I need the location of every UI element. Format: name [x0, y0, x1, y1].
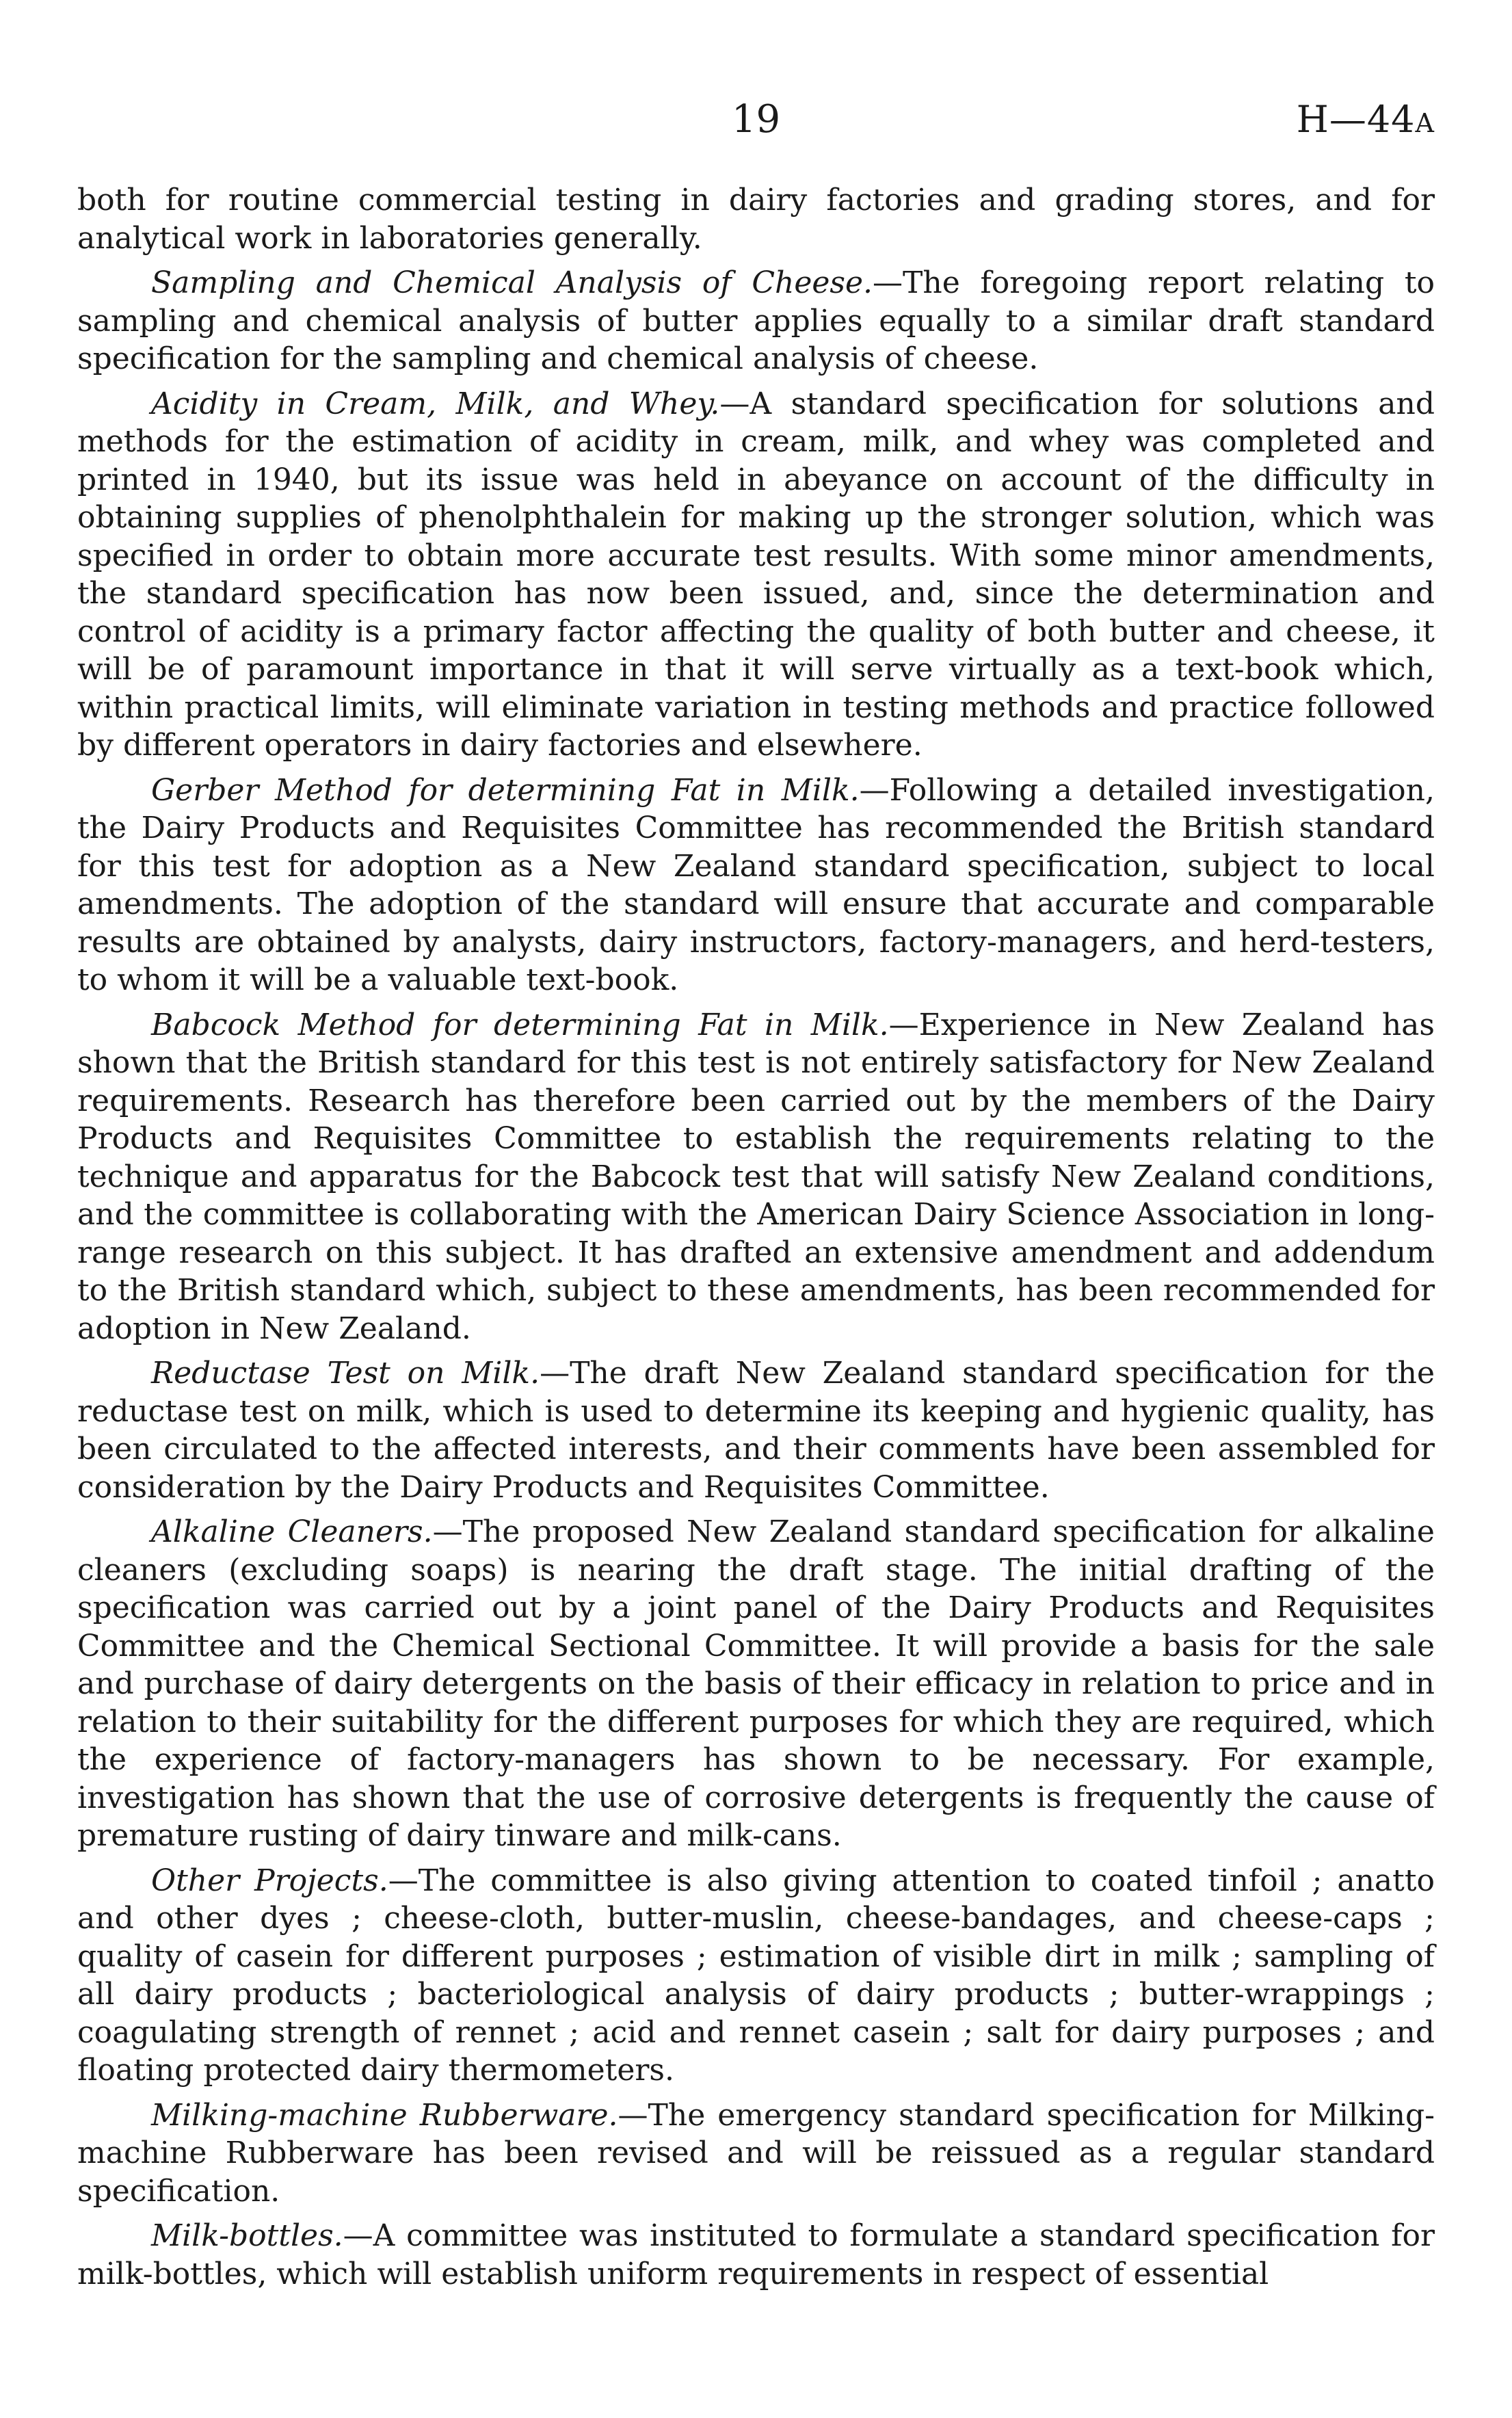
paragraph-other-projects — [77, 1862, 1435, 2090]
document-reference-main: H—44 — [1296, 98, 1416, 141]
paragraph-text: both for routine commercial testing in dairy factories and grading stores, and for analytical work in laboratories generally. — [77, 183, 1435, 256]
paragraph-lead: Reductase Test on Milk. — [151, 1356, 540, 1391]
paragraph-reductase-test — [77, 1354, 1435, 1506]
paragraph-gerber-method — [77, 772, 1435, 999]
paragraph-lead: Acidity in Cream, Milk, and Whey. — [151, 386, 720, 421]
paragraph-lead: Sampling and Chemical Analysis of Cheese. — [151, 265, 873, 300]
document-reference-suffix: A — [1415, 108, 1435, 138]
paragraph-lead: Babcock Method for determining Fat in Milk. — [151, 1007, 889, 1042]
page-header — [77, 96, 1435, 144]
paragraph-lead: Gerber Method for determining Fat in Milk. — [151, 772, 860, 808]
paragraph-milk-bottles — [77, 2217, 1435, 2293]
paragraph-lead: Alkaline Cleaners. — [151, 1514, 433, 1549]
paragraph-lead: Milking-machine Rubberware. — [151, 2097, 618, 2133]
paragraph-continuation — [77, 181, 1435, 257]
paragraph-text: —A committee was instituted to formulate a standard specification for milk-bottles, which will establish uniform requirements in respect of essential — [77, 2218, 1435, 2291]
document-reference — [1297, 96, 1435, 147]
body-text — [77, 181, 1435, 2300]
paragraph-text: —Following a detailed investigation, the Dairy Products and Requisites Committee has recommended the British standard for this test for adoption as a New Zealand standard specification, subject to local amendments. The adoption of the standard will ensure that accurate and comparable results are obtained by analysts, dairy instructors, factory-managers, and herd-testers, to whom it will be a valuable text-book. — [77, 772, 1435, 997]
paragraph-acidity — [77, 385, 1435, 765]
page-number: 19 — [731, 97, 781, 142]
paragraph-text: —The foregoing report relating to sampling and chemical analysis of butter applies equally to a similar draft standard specification for the sampling and chemical analysis of cheese. — [77, 265, 1435, 376]
paragraph-text: —The draft New Zealand standard specification for the reductase test on milk, which is used to determine its keeping and hygienic quality, has been circulated to the affected interests, and their comments have been assembled for consideration by the Dairy Products and Requisites Committee. — [77, 1356, 1435, 1505]
paragraph-alkaline-cleaners — [77, 1513, 1435, 1855]
paragraph-text: —A standard specification for solutions and methods for the estimation of acidity in cream, milk, and whey was completed and printed in 1940, but its issue was held in abeyance on account of the difficulty in obtaining supplies of phenolphthalein for making up the stronger solution, which was specified in order to obtain more accurate test results. With some minor amendments, the standard specification has now been issued, and, since the determination and control of acidity is a primary factor affecting the quality of both butter and cheese, it will be of paramount importance in that it will serve virtually as a text-book which, within practical limits, will eliminate variation in testing methods and practice followed by different operators in dairy factories and elsewhere. — [77, 386, 1435, 763]
paragraph-text: —The emergency standard specification for Milking-machine Rubberware has been revised and will be reissued as a regular standard specification. — [77, 2097, 1435, 2209]
paragraph-text: —The committee is also giving attention to coated tinfoil ; anatto and other dyes ; cheese-cloth, butter-muslin, cheese-bandages, and cheese-caps ; quality of casein for different purposes ; estimation of visible dirt in milk ; sampling of all dairy products ; bacteriological analysis of dairy products ; butter-wrappings ; coagulating strength of rennet ; acid and rennet casein ; salt for dairy purposes ; and floating protected dairy thermometers. — [77, 1863, 1435, 2088]
paragraph-babcock-method — [77, 1006, 1435, 1348]
paragraph-cheese-analysis — [77, 264, 1435, 378]
paragraph-lead: Milk-bottles. — [151, 2218, 343, 2253]
paragraph-milking-machine-rubberware — [77, 2097, 1435, 2211]
paragraph-lead: Other Projects. — [151, 1863, 388, 1898]
paragraph-text: —The proposed New Zealand standard specification for alkaline cleaners (excluding soaps) is nearing the draft stage. The initial drafting of the specification was carried out by a joint panel of the Dairy Products and Requisites Committee and the Chemical Sectional Committee. It will provide a basis for the sale and purchase of dairy detergents on the basis of their efficacy in relation to price and in relation to their suitability for the different purposes for which they are required, which the experience of factory-managers has shown to be necessary. For example, investigation has shown that the use of corrosive detergents is frequently the cause of premature rusting of dairy tinware and milk-cans. — [77, 1514, 1435, 1853]
paragraph-text: —Experience in New Zealand has shown that the British standard for this test is not entirely satisfactory for New Zealand requirements. Research has therefore been carried out by the members of the Dairy Products and Requisites Committee to establish the requirements relating to the technique and apparatus for the Babcock test that will satisfy New Zealand conditions, and the committee is collaborating with the American Dairy Science Association in long-range research on this subject. It has drafted an extensive amendment and addendum to the British standard which, subject to these amendments, has been recommended for adoption in New Zealand. — [77, 1007, 1435, 1346]
